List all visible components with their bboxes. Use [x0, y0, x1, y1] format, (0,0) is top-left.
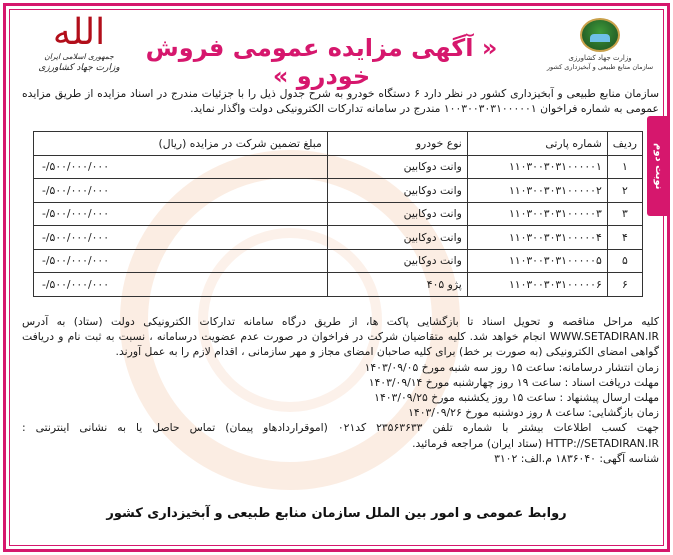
proposal-deadline: مهلت ارسال پیشنهاد : ساعت ۱۵ روز یکشنبه مورخ ۱۴۰۳/۰۹/۲۵ [374, 391, 659, 405]
deposit-amount: -/۵۰۰/۰۰۰/۰۰۰ [34, 202, 328, 226]
header [10, 12, 663, 90]
table-row [34, 155, 643, 179]
deposit-amount: -/۵۰۰/۰۰۰/۰۰۰ [34, 249, 328, 273]
header-row-number: ردیف [607, 132, 642, 156]
part-number: ۱۱۰۳۰۰۳۰۳۱۰۰۰۰۰۶ [467, 273, 607, 297]
notice-body [22, 314, 659, 466]
republic-name: جمهوری اسلامی ایران [44, 52, 114, 61]
ministry-calligraphy: وزارت جهاد کشاورزی [38, 63, 120, 73]
header-part-number: شماره پارتی [467, 132, 607, 156]
row-number: ۲ [607, 179, 642, 203]
row-number: ۳ [607, 202, 642, 226]
footer-signature: روابط عمومی و امور بین الملل سازمان منابع طبیعی و آبخیزداری کشور [106, 506, 567, 521]
setad-url-link[interactable]: WWW.SETADIRAN.IR [549, 330, 659, 344]
contact-text-a: جهت کسب اطلاعات بیشتر با شماره تلفن ۲۳۵۶۳۶۳۳ کد۰۲۱ (اموقراردادهاو پیمان) تماس حاصل یا به نشانی اینترنتی : [22, 421, 659, 435]
organization-name: سازمان منابع طبیعی و آبخیزداری کشور [546, 63, 654, 71]
header-vehicle-type: نوع خودرو [327, 132, 467, 156]
part-number: ۱۱۰۳۰۰۳۰۳۱۰۰۰۰۰۴ [467, 226, 607, 250]
lots-table [33, 131, 643, 297]
row-number: ۴ [607, 226, 642, 250]
contact-paragraph [22, 420, 659, 450]
vehicle-type: وانت دوکابین [327, 226, 467, 250]
table-row [34, 202, 643, 226]
procedure-text-a: کلیه مراحل مناقصه و تحویل اسناد تا بازگشایی پاکت ها، از طریق درگاه سامانه تدارکات الکترونیکی دولت (ستاد) به آدرس [22, 315, 659, 328]
notice-round-tab: نوبت دوم [647, 116, 669, 216]
table-header-row [34, 132, 643, 156]
row-number: ۱ [607, 155, 642, 179]
header-deposit: مبلغ تضمین شرکت در مزایده (ریال) [34, 132, 328, 156]
iran-emblem-icon: الله [52, 12, 106, 53]
ministry-name: وزارت جهاد کشاورزی [568, 54, 632, 62]
row-number: ۵ [607, 249, 642, 273]
publish-time: زمان انتشار درسامانه: ساعت ۱۵ روز سه شنبه مورخ ۱۴۰۳/۰۹/۰۵ [364, 360, 659, 374]
deposit-amount: -/۵۰۰/۰۰۰/۰۰۰ [34, 226, 328, 250]
forest-emblem-icon [580, 18, 620, 52]
notice-id: شناسه آگهی: ۱۸۳۶۰۴۰ م.الف: ۳۱۰۲ [494, 451, 659, 465]
table-row [34, 249, 643, 273]
ministry-logo [545, 18, 655, 72]
document-deadline: مهلت دریافت اسناد : ساعت ۱۹ روز چهارشنبه مورخ ۱۴۰۳/۰۹/۱۴ [368, 375, 659, 389]
procedure-paragraph [22, 314, 659, 360]
procedure-text-b: انجام خواهد شد. کلیه متقاضیان شرکت در فراخوان در صورت عدم عضویت درسامانه ، نسبت به ثبت نام و دریافت گواهی امضای الکترونیکی (به صورت بر خط) برای کلیه صاحبان امضای مجاز و مهر سازمانی ، اقدام لازم را به عمل آورند. [22, 330, 659, 359]
row-number: ۶ [607, 273, 642, 297]
table-row [34, 179, 643, 203]
part-number: ۱۱۰۳۰۰۳۰۳۱۰۰۰۰۰۵ [467, 249, 607, 273]
vehicle-type: وانت دوکابین [327, 179, 467, 203]
deposit-amount: -/۵۰۰/۰۰۰/۰۰۰ [34, 273, 328, 297]
vehicle-type: وانت دوکابین [327, 249, 467, 273]
vehicle-type: پژو ۴۰۵ [327, 273, 467, 297]
republic-logo [34, 14, 124, 74]
table-row [34, 226, 643, 250]
part-number: ۱۱۰۳۰۰۳۰۳۱۰۰۰۰۰۲ [467, 179, 607, 203]
part-number: ۱۱۰۳۰۰۳۰۳۱۰۰۰۰۰۳ [467, 202, 607, 226]
vehicle-type: وانت دوکابین [327, 155, 467, 179]
deposit-amount: -/۵۰۰/۰۰۰/۰۰۰ [34, 179, 328, 203]
table-row [34, 273, 643, 297]
part-number: ۱۱۰۳۰۰۳۰۳۱۰۰۰۰۰۱ [467, 155, 607, 179]
page-title: « آگهی مزایده عمومی فروش خودرو » [145, 34, 498, 90]
vehicle-type: وانت دوکابین [327, 202, 467, 226]
deposit-amount: -/۵۰۰/۰۰۰/۰۰۰ [34, 155, 328, 179]
intro-paragraph: سازمان منابع طبیعی و آبخیزداری کشور در نظر دارد ۶ دستگاه خودرو به شرح جدول ذیل را با جزئیات مندرج در اسناد مزایده از طریق مزایده عمومی به شماره فراخوان ۱۰۰۳۰۰۳۰۳۱۰۰۰۰۰۱ مندرج در سامانه تدارکات الکترونیکی دولت واگذار نماید. [22, 87, 660, 115]
contact-url-link[interactable]: HTTP://SETADIRAN.IR [545, 436, 659, 450]
opening-time: زمان بازگشایی: ساعت ۸ روز دوشنبه مورخ ۱۴۰۳/۰۹/۲۶ [408, 406, 659, 420]
contact-text-b: (ستاد ایران) مراجعه فرمائید. [412, 436, 543, 450]
